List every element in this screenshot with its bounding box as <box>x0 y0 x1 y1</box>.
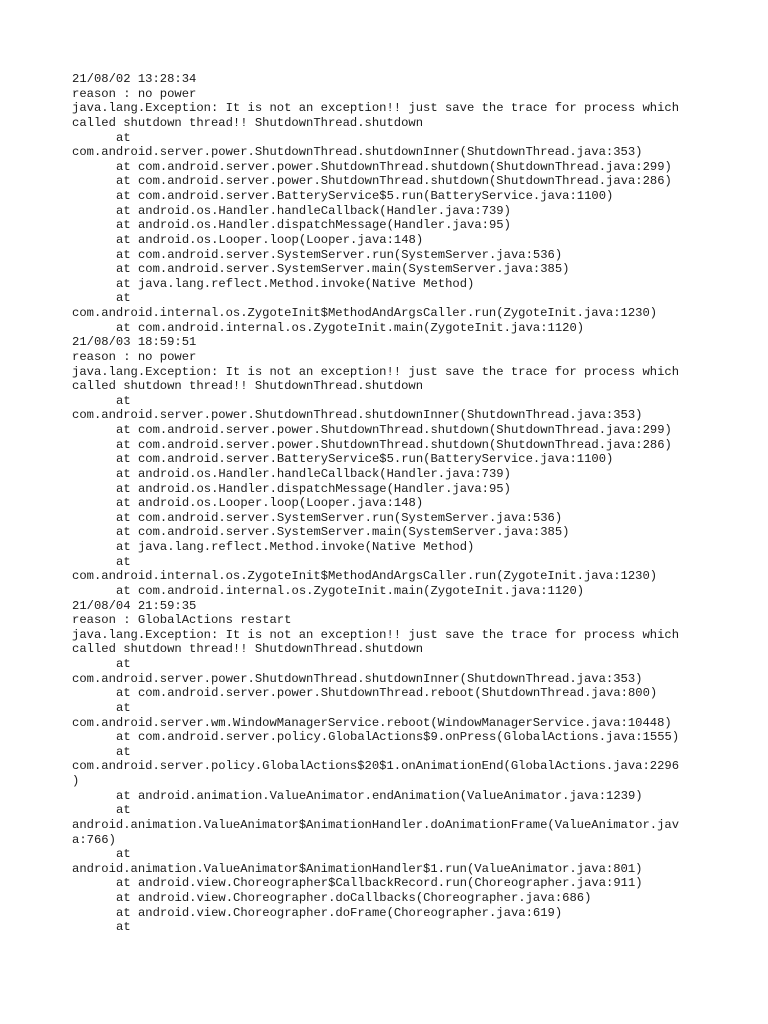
log-line: at com.android.server.power.ShutdownThread.shutdown(ShutdownThread.java:286) <box>116 437 672 452</box>
log-line: at com.android.server.SystemServer.run(SystemServer.java:536) <box>116 510 563 525</box>
log-line: com.android.server.policy.GlobalActions$20$1.onAnimationEnd(GlobalActions.java:2296 <box>72 759 680 774</box>
log-line: com.android.internal.os.ZygoteInit$MethodAndArgsCaller.run(ZygoteInit.java:1230) <box>72 306 658 320</box>
log-line: at com.android.internal.os.ZygoteInit.main(ZygoteInit.java:1120) <box>116 320 585 335</box>
log-line: 21/08/02 13:28:34 <box>72 72 197 86</box>
log-line: at com.android.server.SystemServer.run(SystemServer.java:536) <box>116 247 563 262</box>
log-line: 21/08/03 18:59:51 <box>72 335 197 350</box>
log-line: at com.android.server.BatteryService$5.run(BatteryService.java:1100) <box>116 189 614 203</box>
log-text-block <box>72 72 712 935</box>
log-line: at com.android.server.power.ShutdownThread.shutdown(ShutdownThread.java:299) <box>116 159 672 174</box>
log-line: com.android.server.power.ShutdownThread.shutdownInner(ShutdownThread.java:353) <box>72 408 643 423</box>
log-line: at <box>116 130 131 145</box>
log-line: at android.os.Looper.loop(Looper.java:148) <box>116 496 424 511</box>
log-line: at android.view.Choreographer.doCallbacks(Choreographer.java:686) <box>116 891 592 905</box>
log-line: ) <box>72 774 80 788</box>
log-line: at com.android.server.power.ShutdownThread.shutdown(ShutdownThread.java:299) <box>116 423 672 437</box>
log-line: at <box>116 700 131 715</box>
log-line: reason : no power <box>72 349 197 364</box>
log-line: at android.os.Looper.loop(Looper.java:148) <box>116 232 424 247</box>
log-line: a:766) <box>72 832 116 847</box>
log-line: at <box>116 657 131 671</box>
log-line: com.android.server.wm.WindowManagerService.reboot(WindowManagerService.java:10448) <box>72 715 672 730</box>
log-line: at <box>116 920 131 935</box>
log-line: at com.android.server.BatteryService$5.run(BatteryService.java:1100) <box>116 452 614 467</box>
log-line: at java.lang.reflect.Method.invoke(Native Method) <box>116 540 475 554</box>
log-line: java.lang.Exception: It is not an exception!! just save the trace for process which <box>72 364 680 379</box>
log-line: com.android.internal.os.ZygoteInit$MethodAndArgsCaller.run(ZygoteInit.java:1230) <box>72 569 658 584</box>
log-line: com.android.server.power.ShutdownThread.shutdownInner(ShutdownThread.java:353) <box>72 671 643 686</box>
log-line: at <box>116 847 131 862</box>
log-line: at <box>116 803 131 818</box>
log-line: java.lang.Exception: It is not an exception!! just save the trace for process which <box>72 627 680 642</box>
log-line: at java.lang.reflect.Method.invoke(Native Method) <box>116 276 475 291</box>
log-line: at android.os.Handler.handleCallback(Handler.java:739) <box>116 466 511 481</box>
log-line: at com.android.internal.os.ZygoteInit.main(ZygoteInit.java:1120) <box>116 583 585 598</box>
log-line: called shutdown thread!! ShutdownThread.shutdown <box>72 379 424 394</box>
log-line: at <box>116 554 131 569</box>
log-line: at android.os.Handler.dispatchMessage(Handler.java:95) <box>116 481 511 496</box>
log-line: reason : GlobalActions restart <box>72 613 292 628</box>
log-line: at <box>116 291 131 306</box>
log-line: at com.android.server.SystemServer.main(SystemServer.java:385) <box>116 262 570 277</box>
log-line: at com.android.server.policy.GlobalActions$9.onPress(GlobalActions.java:1555) <box>116 730 680 745</box>
log-line: android.animation.ValueAnimator$AnimationHandler.doAnimationFrame(ValueAnimator.jav <box>72 817 680 832</box>
log-line: java.lang.Exception: It is not an exception!! just save the trace for process which <box>72 101 680 116</box>
log-line: android.animation.ValueAnimator$AnimationHandler$1.run(ValueAnimator.java:801) <box>72 861 643 876</box>
log-line: reason : no power <box>72 86 197 101</box>
log-line: called shutdown thread!! ShutdownThread.shutdown <box>72 642 424 657</box>
log-line: at com.android.server.power.ShutdownThread.shutdown(ShutdownThread.java:286) <box>116 174 672 189</box>
log-line: at com.android.server.SystemServer.main(SystemServer.java:385) <box>116 525 570 540</box>
log-line: at android.view.Choreographer$CallbackRecord.run(Choreographer.java:911) <box>116 876 643 891</box>
log-line: called shutdown thread!! ShutdownThread.shutdown <box>72 115 424 130</box>
log-line: at android.view.Choreographer.doFrame(Choreographer.java:619) <box>116 905 563 920</box>
log-line: at android.os.Handler.handleCallback(Handler.java:739) <box>116 203 511 218</box>
log-line: at com.android.server.power.ShutdownThread.reboot(ShutdownThread.java:800) <box>116 686 658 701</box>
log-line: 21/08/04 21:59:35 <box>72 598 197 613</box>
log-line: at android.animation.ValueAnimator.endAnimation(ValueAnimator.java:1239) <box>116 788 643 803</box>
log-line: at <box>116 744 131 759</box>
log-line: com.android.server.power.ShutdownThread.shutdownInner(ShutdownThread.java:353) <box>72 145 643 160</box>
log-line: at <box>116 393 131 408</box>
log-line: at android.os.Handler.dispatchMessage(Handler.java:95) <box>116 218 511 233</box>
